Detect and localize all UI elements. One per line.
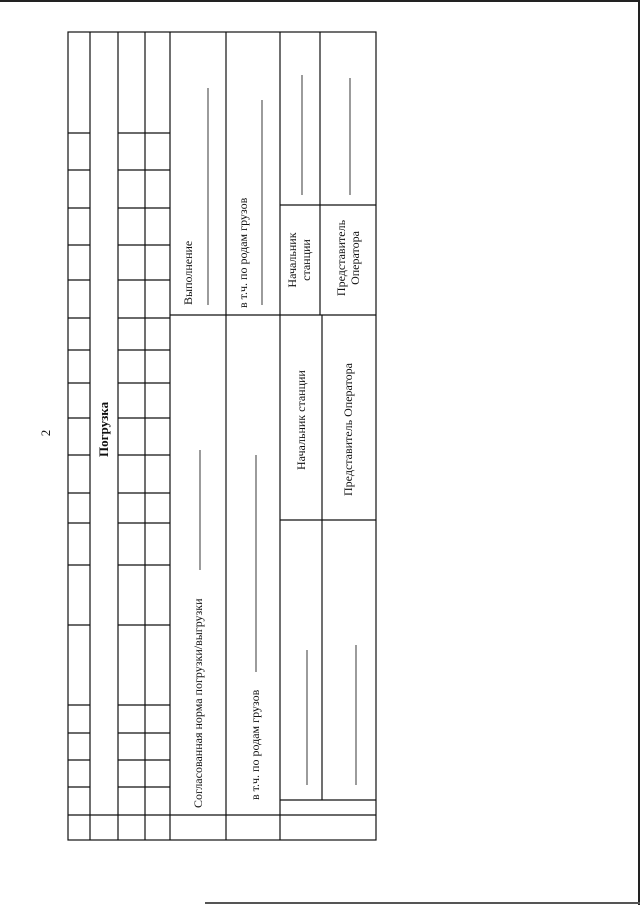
station-head-label-left: Начальник станции: [294, 370, 308, 470]
cargo-types-label-left: в т.ч. по родам грузов: [248, 689, 262, 800]
agreed-norm-label: Согласованная норма погрузки/выгрузки: [191, 598, 205, 808]
station-head-label-right-line1: Начальник: [285, 232, 299, 288]
operator-rep-label-right: [334, 213, 362, 303]
operator-rep-label-right-line2: Оператора: [348, 231, 362, 285]
operator-rep-label-left: Представитель Оператора: [341, 363, 355, 496]
cargo-types-label-right: в т.ч. по родам грузов: [236, 197, 250, 308]
execution-label: Выполнение: [181, 240, 195, 305]
section-title-loading: Погрузка: [96, 401, 111, 457]
fill-in-blanks: [200, 75, 356, 785]
station-head-label-right: [285, 225, 313, 295]
table-frame: [68, 32, 376, 840]
station-head-label-right-line2: станции: [299, 239, 313, 281]
operator-rep-label-right-line1: Представитель: [334, 219, 348, 297]
page-number: 2: [38, 429, 53, 437]
